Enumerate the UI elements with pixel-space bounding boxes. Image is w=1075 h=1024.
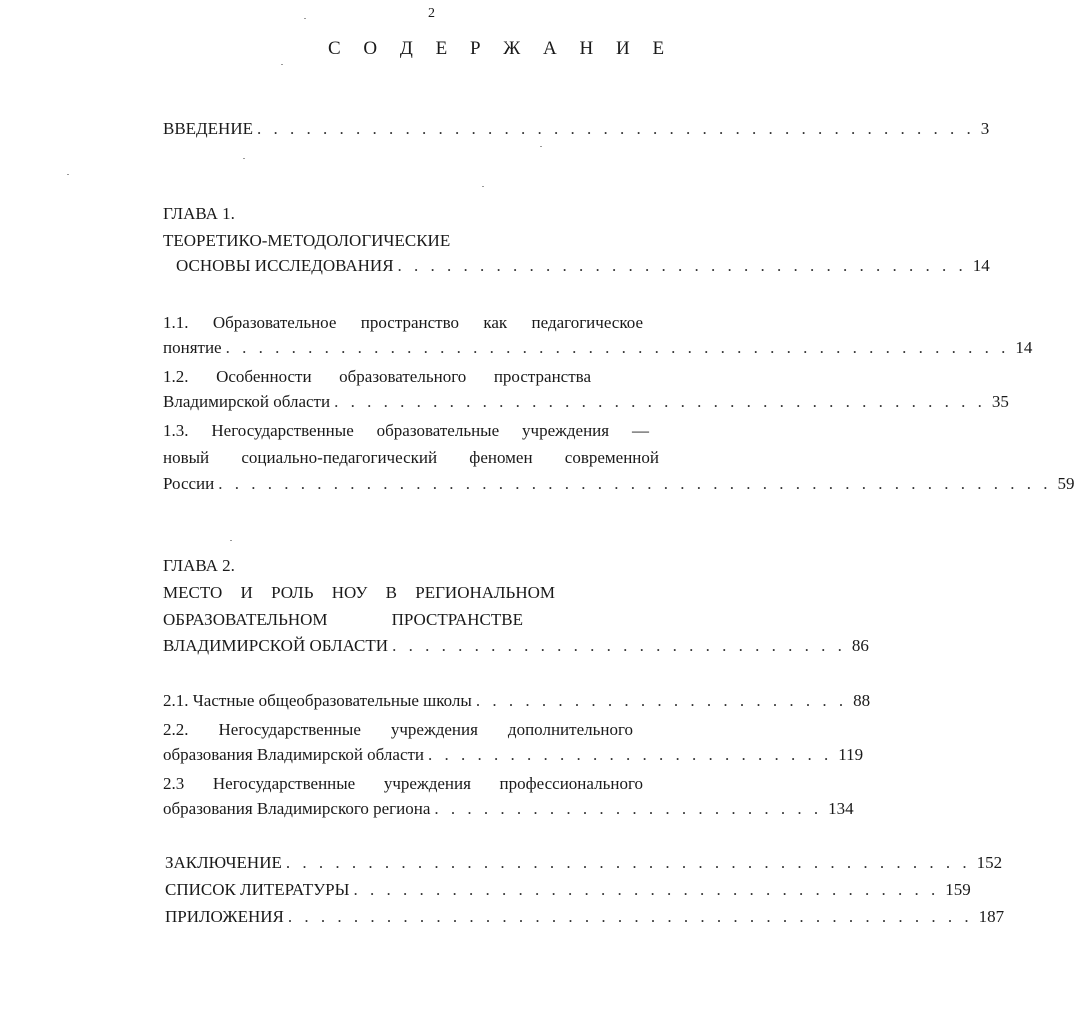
scan-speck [304, 18, 306, 19]
chapter-2-title-line: МЕСТО И РОЛЬ НОУ В РЕГИОНАЛЬНОМ [163, 583, 555, 602]
toc-page-number: 134 [828, 799, 854, 818]
toc-page-number: 187 [978, 907, 1005, 926]
leader-dots: . . . . . . . . . . . . . . . . . . . . . . . . . . . . . . . . . . . . . . . . . . . . . . . . [225, 338, 1010, 357]
toc-entry-label: ПРИЛОЖЕНИЯ [165, 907, 284, 926]
chapter-2-title-line: ОБРАЗОВАТЕЛЬНОМ ПРОСТРАНСТВЕ [163, 610, 523, 629]
scan-speck [67, 174, 69, 175]
section-2-3-line: 2.3 Негосударственные учреждения профессионального [163, 774, 643, 793]
leader-dots: . . . . . . . . . . . . . . . . . . . . . . . . . . . . . . . . . . . . . . . . . . . . . . . . . . . [218, 474, 1052, 493]
toc-entry-label: ОСНОВЫ ИССЛЕДОВАНИЯ [176, 256, 394, 275]
toc-entry-label: ЗАКЛЮЧЕНИЕ [165, 853, 282, 872]
toc-entry-conclusion[interactable] [165, 853, 1003, 877]
scan-speck [482, 186, 484, 187]
chapter-1-title-line: ТЕОРЕТИКО-МЕТОДОЛОГИЧЕСКИЕ [163, 231, 451, 250]
scan-speck [230, 540, 232, 541]
toc-entry-label: 2.1. Частные общеобразовательные школы [163, 691, 472, 710]
leader-dots: . . . . . . . . . . . . . . . . . . . . . . . . [434, 799, 823, 818]
toc-entry-section-1-3[interactable] [163, 474, 1075, 498]
toc-page-number: 14 [972, 256, 990, 275]
leader-dots: . . . . . . . . . . . . . . . . . . . . . . . . . . . . . . . . . . . . . . . . [334, 392, 986, 411]
scan-speck [281, 64, 283, 65]
leader-dots: . . . . . . . . . . . . . . . . . . . . . . . . . . . . . . . . . . . [397, 256, 967, 275]
leader-dots: . . . . . . . . . . . . . . . . . . . . . . . . . . . . [392, 636, 846, 655]
scan-speck [540, 146, 542, 147]
section-1-1-line: 1.1. Образовательное пространство как педагогическое [163, 313, 643, 332]
page-title: С О Д Е Р Ж А Н И Е [328, 38, 674, 59]
page-number: 2 [428, 6, 435, 21]
toc-entry-label: СПИСОК ЛИТЕРАТУРЫ [165, 880, 350, 899]
toc-entry-label: ВЛАДИМИРСКОЙ ОБЛАСТИ [163, 636, 389, 655]
chapter-1-heading: ГЛАВА 1. [163, 204, 235, 223]
toc-page-number: 3 [980, 119, 990, 138]
leader-dots: . . . . . . . . . . . . . . . . . . . . . . . . . [428, 745, 833, 764]
toc-page-number: 35 [991, 392, 1009, 411]
toc-entry-label: образования Владимирского региона [163, 799, 431, 818]
toc-page-number: 59 [1057, 474, 1075, 493]
scan-speck [243, 158, 245, 159]
toc-page-number: 159 [945, 880, 971, 899]
toc-entry-label: ВВЕДЕНИЕ [163, 119, 253, 138]
leader-dots: . . . . . . . . . . . . . . . . . . . . . . . [475, 691, 848, 710]
toc-entry-section-2-3[interactable] [163, 799, 854, 823]
toc-entry-references[interactable] [165, 880, 971, 904]
leader-dots: . . . . . . . . . . . . . . . . . . . . . . . . . . . . . . . . . . . . . . . . . . . . [256, 119, 975, 138]
toc-page-number: 86 [851, 636, 869, 655]
section-2-2-line: 2.2. Негосударственные учреждения дополнительного [163, 720, 633, 739]
toc-entry-intro[interactable] [163, 119, 990, 143]
toc-page-number: 14 [1015, 338, 1033, 357]
toc-entry-section-1-1[interactable] [163, 338, 1033, 362]
leader-dots: . . . . . . . . . . . . . . . . . . . . . . . . . . . . . . . . . . . . [353, 880, 940, 899]
toc-entry-section-1-2[interactable] [163, 392, 1009, 416]
toc-entry-label: Владимирской области [163, 392, 331, 411]
toc-entry-label: России [163, 474, 215, 493]
leader-dots: . . . . . . . . . . . . . . . . . . . . . . . . . . . . . . . . . . . . . . . . . . [287, 907, 973, 926]
toc-entry-chapter-1[interactable] [176, 256, 990, 280]
chapter-2-heading: ГЛАВА 2. [163, 556, 235, 575]
section-1-3-line: 1.3. Негосударственные образовательные учреждения — [163, 421, 649, 440]
section-1-2-line: 1.2. Особенности образовательного пространства [163, 367, 591, 386]
toc-entry-section-2-2[interactable] [163, 745, 864, 769]
toc-entry-label: понятие [163, 338, 222, 357]
leader-dots: . . . . . . . . . . . . . . . . . . . . . . . . . . . . . . . . . . . . . . . . . . [285, 853, 971, 872]
toc-page-number: 88 [853, 691, 871, 710]
toc-page-number: 152 [976, 853, 1003, 872]
toc-entry-appendices[interactable] [165, 907, 1005, 931]
section-1-3-line: новый социально-педагогический феномен современной [163, 448, 659, 467]
toc-entry-chapter-2[interactable] [163, 636, 869, 660]
toc-entry-section-2-1[interactable] [163, 691, 871, 715]
toc-page-number: 119 [838, 745, 864, 764]
toc-entry-label: образования Владимирской области [163, 745, 425, 764]
